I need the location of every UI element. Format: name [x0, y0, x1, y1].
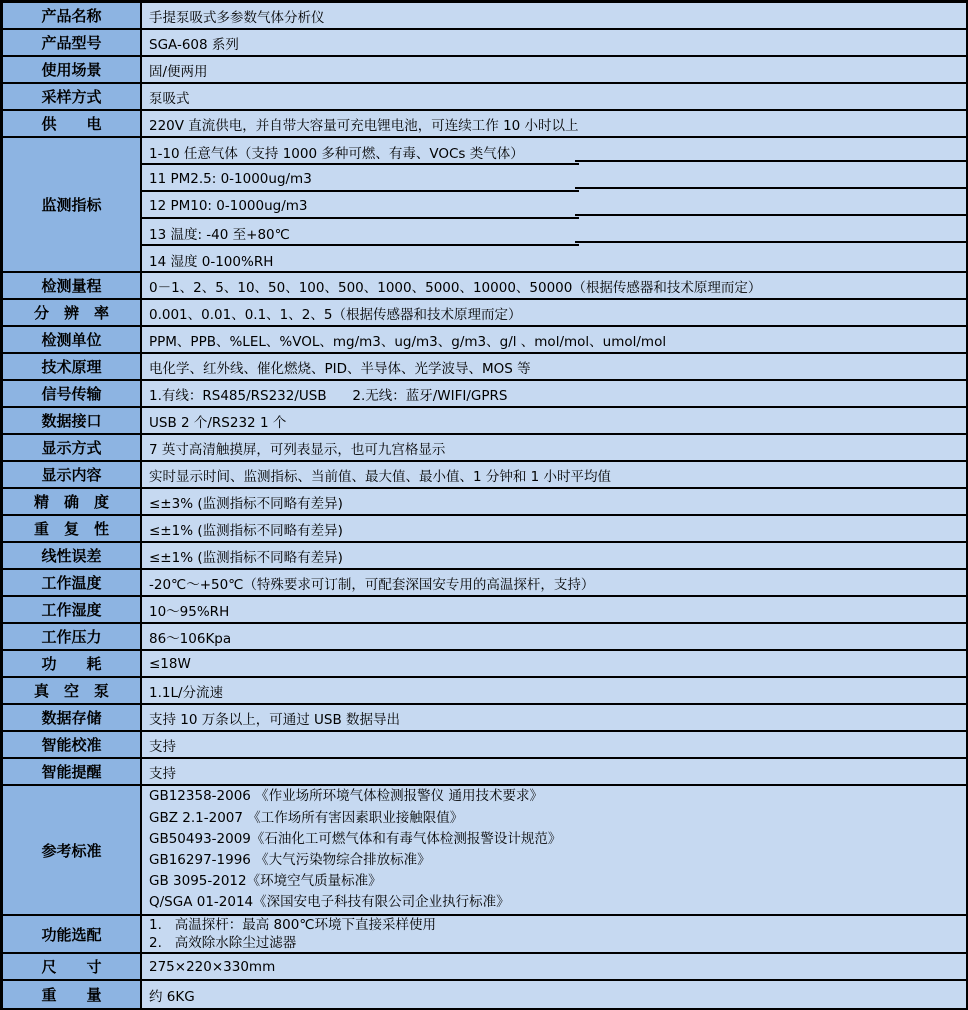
row-label: 线性误差 [3, 543, 142, 568]
spec-row [3, 759, 966, 786]
value-line: 1. 高温探杆：最高 800℃环境下直接采样使用 [149, 917, 436, 933]
row-label: 工作温度 [3, 570, 142, 595]
row-value: ≤±1% (监测指标不同略有差异) [142, 516, 966, 541]
subrow-separator-right [575, 214, 966, 216]
spec-row [3, 597, 966, 624]
spec-row [3, 354, 966, 381]
row-value: 1.1L/分流速 [142, 678, 966, 703]
row-label: 参考标准 [3, 786, 142, 914]
row-label: 数据存储 [3, 705, 142, 730]
subrow-value: 12 PM10: 0-1000ug/m3 [149, 197, 308, 214]
row-value: PPM、PPB、%LEL、%VOL、mg/m3、ug/m3、g/m3、g/l 、mol/mol、umol/mol [142, 327, 966, 352]
spec-row [3, 516, 966, 543]
row-value: ≤±1% (监测指标不同略有差异) [142, 543, 966, 568]
row-value: 电化学、红外线、催化燃烧、PID、半导体、光学波导、MOS 等 [142, 354, 966, 379]
row-multiline-value [142, 786, 966, 914]
row-label: 数据接口 [3, 408, 142, 433]
row-label: 采样方式 [3, 84, 142, 109]
row-value: 0.001、0.01、0.1、1、2、5（根据传感器和技术原理而定） [142, 300, 966, 325]
subrow-separator-right [575, 241, 966, 243]
spec-row [3, 57, 966, 84]
row-label: 分 辨 率 [3, 300, 142, 325]
row-label: 信号传输 [3, 381, 142, 406]
row-value: SGA-608 系列 [142, 30, 966, 55]
row-value: 0－1、2、5、10、50、100、500、1000、5000、10000、50000（根据传感器和技术原理而定） [142, 273, 966, 298]
row-label: 工作压力 [3, 624, 142, 649]
row-value: -20℃～+50℃（特殊要求可订制，可配套深国安专用的高温探杆，支持） [142, 570, 966, 595]
spec-row [3, 381, 966, 408]
row-label: 检测单位 [3, 327, 142, 352]
row-subrows [142, 138, 966, 271]
spec-row [3, 84, 966, 111]
spec-row [3, 30, 966, 57]
row-label: 显示方式 [3, 435, 142, 460]
value-line: GBZ 2.1-2007 《工作场所有害因素职业接触限值》 [149, 809, 464, 826]
spec-row [3, 981, 966, 1008]
row-value: 实时显示时间、监测指标、当前值、最大值、最小值、1 分钟和 1 小时平均值 [142, 462, 966, 487]
row-label: 智能校准 [3, 732, 142, 757]
row-value: 固/便两用 [142, 57, 966, 82]
subrow-value: 11 PM2.5: 0-1000ug/m3 [149, 170, 312, 187]
spec-row [3, 732, 966, 759]
spec-row [3, 570, 966, 597]
value-line: GB16297-1996 《大气污染物综合排放标准》 [149, 852, 431, 868]
row-value: 275×220×330mm [142, 954, 966, 979]
row-label: 显示内容 [3, 462, 142, 487]
subrow-value: 1-10 任意气体（支持 1000 多种可燃、有毒、VOCs 类气体） [149, 145, 524, 162]
subrow-separator-left [142, 163, 579, 165]
spec-row [3, 954, 966, 981]
row-label: 产品型号 [3, 30, 142, 55]
subrow-separator-left [142, 190, 579, 192]
row-value: ≤±3% (监测指标不同略有差异) [142, 489, 966, 514]
row-label: 产品名称 [3, 3, 142, 28]
value-line: GB12358-2006 《作业场所环境气体检测报警仪 通用技术要求》 [149, 788, 543, 805]
subrow-separator-right [575, 160, 966, 162]
spec-row [3, 462, 966, 489]
spec-row [3, 786, 966, 916]
spec-row [3, 651, 966, 678]
row-label: 检测量程 [3, 273, 142, 298]
row-label: 供 电 [3, 111, 142, 136]
row-value: 1.有线：RS485/RS232/USB 2.无线：蓝牙/WIFI/GPRS [142, 381, 966, 406]
row-label: 智能提醒 [3, 759, 142, 784]
row-value: 10～95%RH [142, 597, 966, 622]
row-label: 重 量 [3, 981, 142, 1008]
spec-row [3, 435, 966, 462]
spec-row [3, 705, 966, 732]
value-line: GB50493-2009《石油化工可燃气体和有毒气体检测报警设计规范》 [149, 830, 562, 847]
spec-row [3, 327, 966, 354]
value-line: 2. 高效除水除尘过滤器 [149, 935, 297, 951]
spec-row [3, 624, 966, 651]
row-value: 220V 直流供电，并自带大容量可充电锂电池，可连续工作 10 小时以上 [142, 111, 966, 136]
spec-row [3, 138, 966, 273]
subrow-value: 14 湿度 0-100%RH [149, 253, 274, 270]
row-value: 7 英寸高清触摸屏，可列表显示，也可九宫格显示 [142, 435, 966, 460]
spec-row [3, 489, 966, 516]
spec-row [3, 678, 966, 705]
row-value: 支持 [142, 759, 966, 784]
row-label: 精 确 度 [3, 489, 142, 514]
value-line: GB 3095-2012《环境空气质量标准》 [149, 873, 382, 890]
row-value: ≤18W [142, 651, 966, 676]
subrow-separator-left [142, 244, 579, 246]
row-label: 真 空 泵 [3, 678, 142, 703]
row-label: 使用场景 [3, 57, 142, 82]
spec-row [3, 273, 966, 300]
spec-row [3, 543, 966, 570]
row-value: 支持 10 万条以上，可通过 USB 数据导出 [142, 705, 966, 730]
row-label: 监测指标 [3, 138, 142, 271]
spec-row [3, 3, 966, 30]
row-label: 尺 寸 [3, 954, 142, 979]
row-label: 功 耗 [3, 651, 142, 676]
row-value: 手提泵吸式多参数气体分析仪 [142, 3, 966, 28]
spec-row [3, 916, 966, 954]
row-multiline-value [142, 916, 966, 952]
subrow-value: 13 温度: -40 至+80℃ [149, 226, 290, 243]
row-value: 86～106Kpa [142, 624, 966, 649]
spec-row [3, 300, 966, 327]
row-label: 重 复 性 [3, 516, 142, 541]
row-value: USB 2 个/RS232 1 个 [142, 408, 966, 433]
row-value: 约 6KG [142, 981, 966, 1008]
row-value: 泵吸式 [142, 84, 966, 109]
value-line: Q/SGA 01-2014《深国安电子科技有限公司企业执行标准》 [149, 894, 510, 911]
row-label: 功能选配 [3, 916, 142, 952]
row-label: 工作湿度 [3, 597, 142, 622]
spec-row [3, 408, 966, 435]
row-value: 支持 [142, 732, 966, 757]
subrow-separator-left [142, 217, 579, 219]
row-label: 技术原理 [3, 354, 142, 379]
spec-row [3, 111, 966, 138]
subrow-separator-right [575, 187, 966, 189]
